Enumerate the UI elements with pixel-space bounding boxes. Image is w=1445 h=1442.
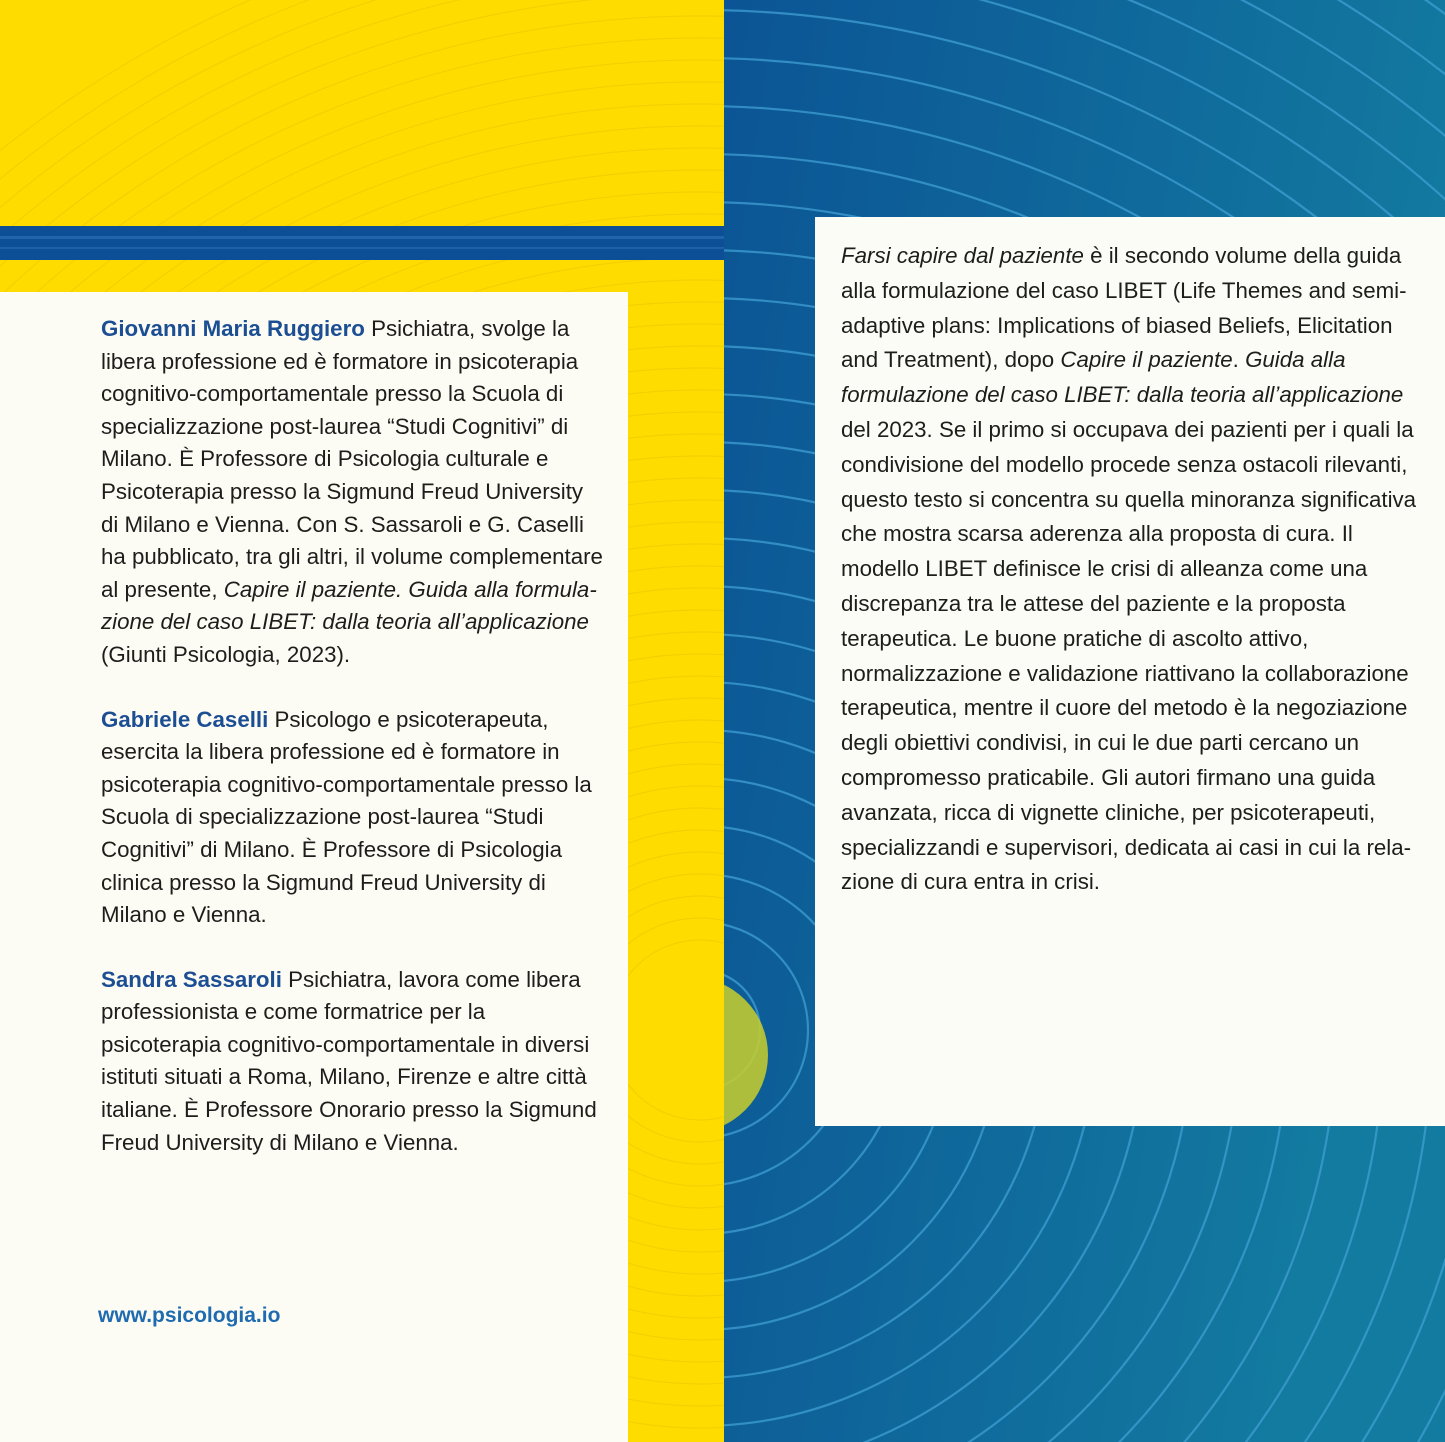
website-link[interactable]: www.psicologia.io (98, 1304, 281, 1327)
author-name: Gabriele Caselli (101, 706, 269, 732)
author-bio-caselli: Gabriele Caselli Psicologo e psicoterapeuta, esercita la libera professione ed è formatore in psicoterapia cognitivo-comportamentale presso la Scuola di specializzazione post-laurea “Studi Cognitivi” di Milano. È Professore di Psicologia clinica presso la Sigmund Freud University di Milano e Vienna. (101, 706, 592, 928)
blue-stripe (0, 226, 724, 260)
author-name: Sandra Sassaroli (101, 966, 282, 992)
blurb-panel (815, 217, 1445, 1126)
author-bio-ruggiero: Giovanni Maria Ruggiero Psichiatra, svolge la libera professione ed è formatore in psicoterapia cognitivo-comportamentale presso la Scuola di specializzazione post-laurea “Studi Cognitivi” di Milano. È Professore di Psicologia culturale e Psicoterapia presso la Sigmund Freud University di Milano e Vienna. Con S. Sassaroli e G. Caselli ha pubblicato, tra gli altri, il volume complementare al presente, Capire il paziente. Guida alla formulazione del caso LIBET: dalla teoria all’applicazione (Giunti Psicologia, 2023). (101, 316, 603, 667)
author-bio-sassaroli: Sandra Sassaroli Psichiatra, lavora come libera professionista e come formatrice per la psicoterapia cognitivo-comportamentale in diversi istituti situati a Roma, Milano, Firenze e altre città italiane. È Professore Onorario presso la Sigmund Freud University di Milano e Vienna. (101, 966, 597, 1155)
book-blurb: Farsi capire dal paziente è il secondo volume della guida alla formulazione del caso LIBET (Life Themes and semi-adaptive plans: Implications of biased Beliefs, Elicitation and Treatment), dopo Capire il paziente. Guida alla formulazione del caso LIBET: dalla teoria all’applicazione del 2023. Se il primo si occupava dei pazienti per i quali la condivisione del modello procede senza ostacoli rilevanti, questo testo si concentra su quella minoranza significativa che mostra scarsa aderenza alla proposta di cura. Il modello LIBET definisce le crisi di alleanza come una discrepanza tra le attese del paziente e la proposta terapeutica. Le buone pratiche di ascolto attivo, normalizzazione e validazione riattivano la collaborazione terapeutica, mentre il cuore del metodo è la negoziazione degli obiettivi condivisi, in cui le due parti cercano un compromesso praticabile. Gli autori firmano una guida avanzata, ricca di vignette cliniche, per psicoterapeuti, specializzandi e supervisori, dedicata ai casi in cui la relazione di cura entra in crisi. (841, 243, 1417, 895)
authors-panel (0, 292, 628, 1442)
author-name: Giovanni Maria Ruggiero (101, 316, 365, 341)
